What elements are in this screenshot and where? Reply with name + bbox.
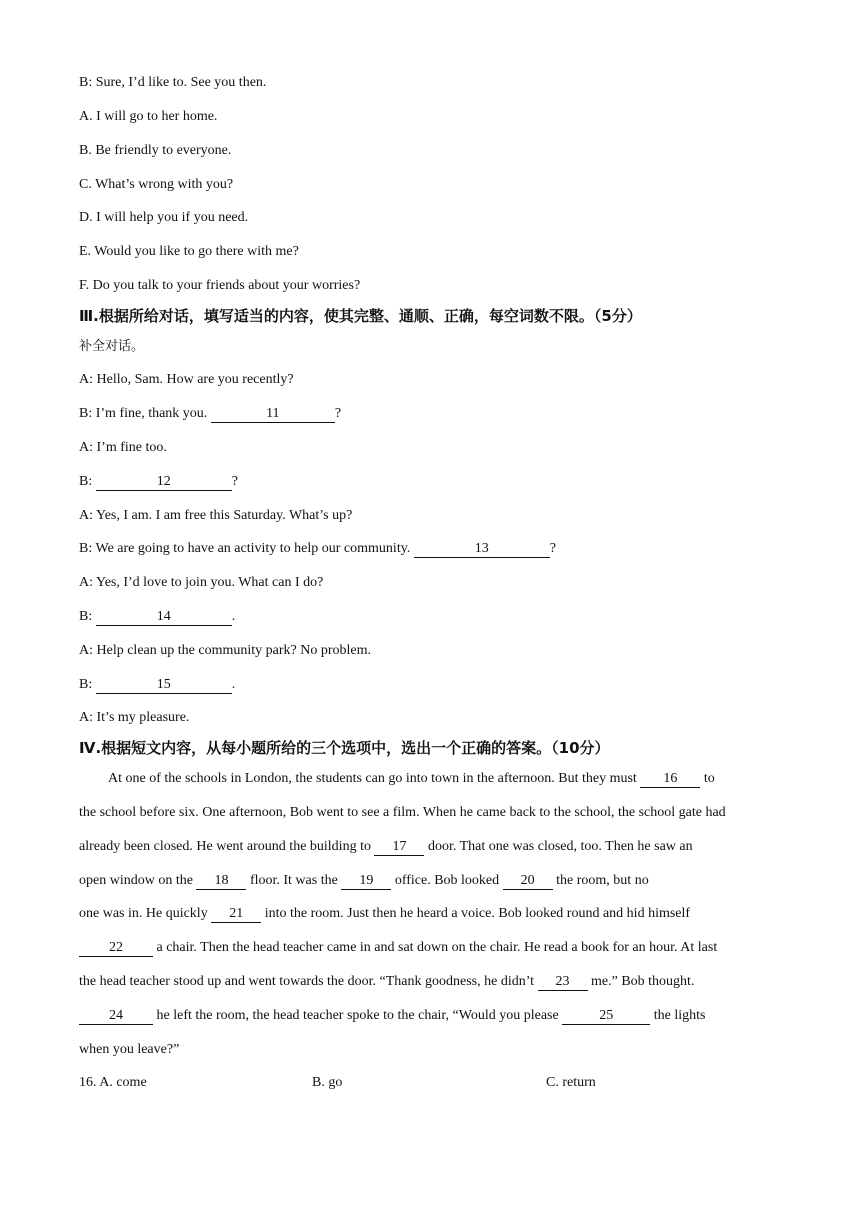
blank-12[interactable]: 12	[96, 473, 232, 491]
q16-option-a[interactable]: 16. A. come	[79, 1075, 147, 1090]
passage-text: already been closed. He went around the building to	[79, 839, 375, 854]
blank-16[interactable]: 16	[640, 770, 700, 788]
dialogue-text: A: Help clean up the community park? No problem.	[79, 643, 371, 658]
blank-17[interactable]: 17	[374, 838, 424, 856]
passage-text: to	[700, 771, 715, 786]
blank-13[interactable]: 13	[414, 540, 550, 558]
passage-text: At one of the schools in London, the students can go into town in the afternoon. But they must	[108, 771, 641, 786]
passage-line	[79, 904, 690, 924]
dialogue-text: A: Yes, I’d love to join you. What can I do?	[79, 575, 324, 590]
dialogue-text: A: Hello, Sam. How are you recently?	[79, 372, 294, 387]
blank-19[interactable]: 19	[341, 872, 391, 890]
dialogue-text: A: I’m fine too.	[79, 440, 167, 455]
dialogue-line: B: Sure, I’d like to. See you then.	[79, 75, 267, 90]
blank-18[interactable]: 18	[196, 872, 246, 890]
blank-25[interactable]: 25	[562, 1007, 650, 1025]
passage-line	[79, 1006, 705, 1026]
blank-23[interactable]: 23	[538, 973, 588, 991]
option-f: F. Do you talk to your friends about your worries?	[79, 278, 361, 293]
dialogue-text: B:	[79, 609, 96, 624]
dialogue-text: B: We are going to have an activity to help our community.	[79, 541, 414, 556]
dialogue-line	[79, 472, 238, 492]
dialogue-text: ?	[231, 474, 238, 489]
dialogue-line	[79, 708, 189, 728]
dialogue-text: .	[231, 677, 236, 692]
dialogue-text: B:	[79, 677, 96, 692]
passage-text: the head teacher stood up and went towards the door. “Thank goodness, he didn’t	[79, 974, 538, 989]
section-3-subtitle: 补全对话。	[79, 339, 145, 354]
dialogue-line	[79, 607, 235, 627]
option-a: A. I will go to her home.	[79, 109, 218, 124]
dialogue-text: B: I’m fine, thank you.	[79, 406, 211, 421]
passage-text: door. That one was closed, too. Then he saw an	[424, 839, 693, 854]
passage-line: when you leave?”	[79, 1042, 180, 1057]
dialogue-line	[79, 573, 323, 593]
passage-line	[79, 972, 694, 992]
q16-option-c[interactable]: C. return	[546, 1075, 596, 1090]
passage-text: open window on the	[79, 873, 197, 888]
blank-14[interactable]: 14	[96, 608, 232, 626]
option-c: C. What’s wrong with you?	[79, 177, 234, 192]
dialogue-text: ?	[549, 541, 557, 556]
blank-15[interactable]: 15	[96, 676, 232, 694]
blank-24[interactable]: 24	[79, 1007, 153, 1025]
dialogue-text: ?	[334, 406, 342, 421]
dialogue-line	[79, 404, 341, 424]
blank-21[interactable]: 21	[211, 905, 261, 923]
passage-text: one was in. He quickly	[79, 906, 212, 921]
passage-text: office. Bob looked	[391, 873, 503, 888]
dialogue-line	[79, 438, 167, 458]
passage-text: the room, but no	[552, 873, 649, 888]
dialogue-line	[79, 675, 235, 695]
passage-line	[108, 769, 715, 789]
section-4-heading: Ⅳ.根据短文内容，从每小题所给的三个选项中，选出一个正确的答案。（10分）	[79, 739, 610, 757]
passage-text: floor. It was the	[246, 873, 342, 888]
option-d: D. I will help you if you need.	[79, 210, 249, 225]
dialogue-text: A: Yes, I am. I am free this Saturday. What’s up?	[79, 508, 353, 523]
blank-20[interactable]: 20	[503, 872, 553, 890]
blank-11[interactable]: 11	[211, 405, 335, 423]
blank-22[interactable]: 22	[79, 939, 153, 957]
passage-text: the lights	[650, 1008, 706, 1023]
dialogue-line	[79, 641, 371, 661]
passage-text: a chair. Then the head teacher came in and sat down on the chair. He read a book for an hour. At last	[153, 940, 718, 955]
passage-text: he left the room, the head teacher spoke to the chair, “Would you please	[153, 1008, 563, 1023]
option-e: E. Would you like to go there with me?	[79, 244, 299, 259]
passage-text: into the room. Just then he heard a voice. Bob looked round and hid himself	[261, 906, 691, 921]
dialogue-text: A: It’s my pleasure.	[79, 710, 190, 725]
passage-line: the school before six. One afternoon, Bob went to see a film. When he came back to the school, the school gate had	[79, 805, 726, 820]
dialogue-text: .	[231, 609, 236, 624]
option-b: B. Be friendly to everyone.	[79, 143, 232, 158]
dialogue-line	[79, 539, 556, 559]
passage-line	[79, 871, 649, 891]
dialogue-text: B:	[79, 474, 96, 489]
passage-text: me.” Bob thought.	[587, 974, 695, 989]
dialogue-line	[79, 506, 352, 526]
passage-line	[79, 837, 693, 857]
dialogue-line	[79, 370, 294, 390]
passage-line	[79, 938, 717, 958]
q16-option-b[interactable]: B. go	[312, 1075, 343, 1090]
section-3-heading: Ⅲ.根据所给对话，填写适当的内容，使其完整、通顺、正确，每空词数不限。（5分）	[79, 307, 642, 325]
